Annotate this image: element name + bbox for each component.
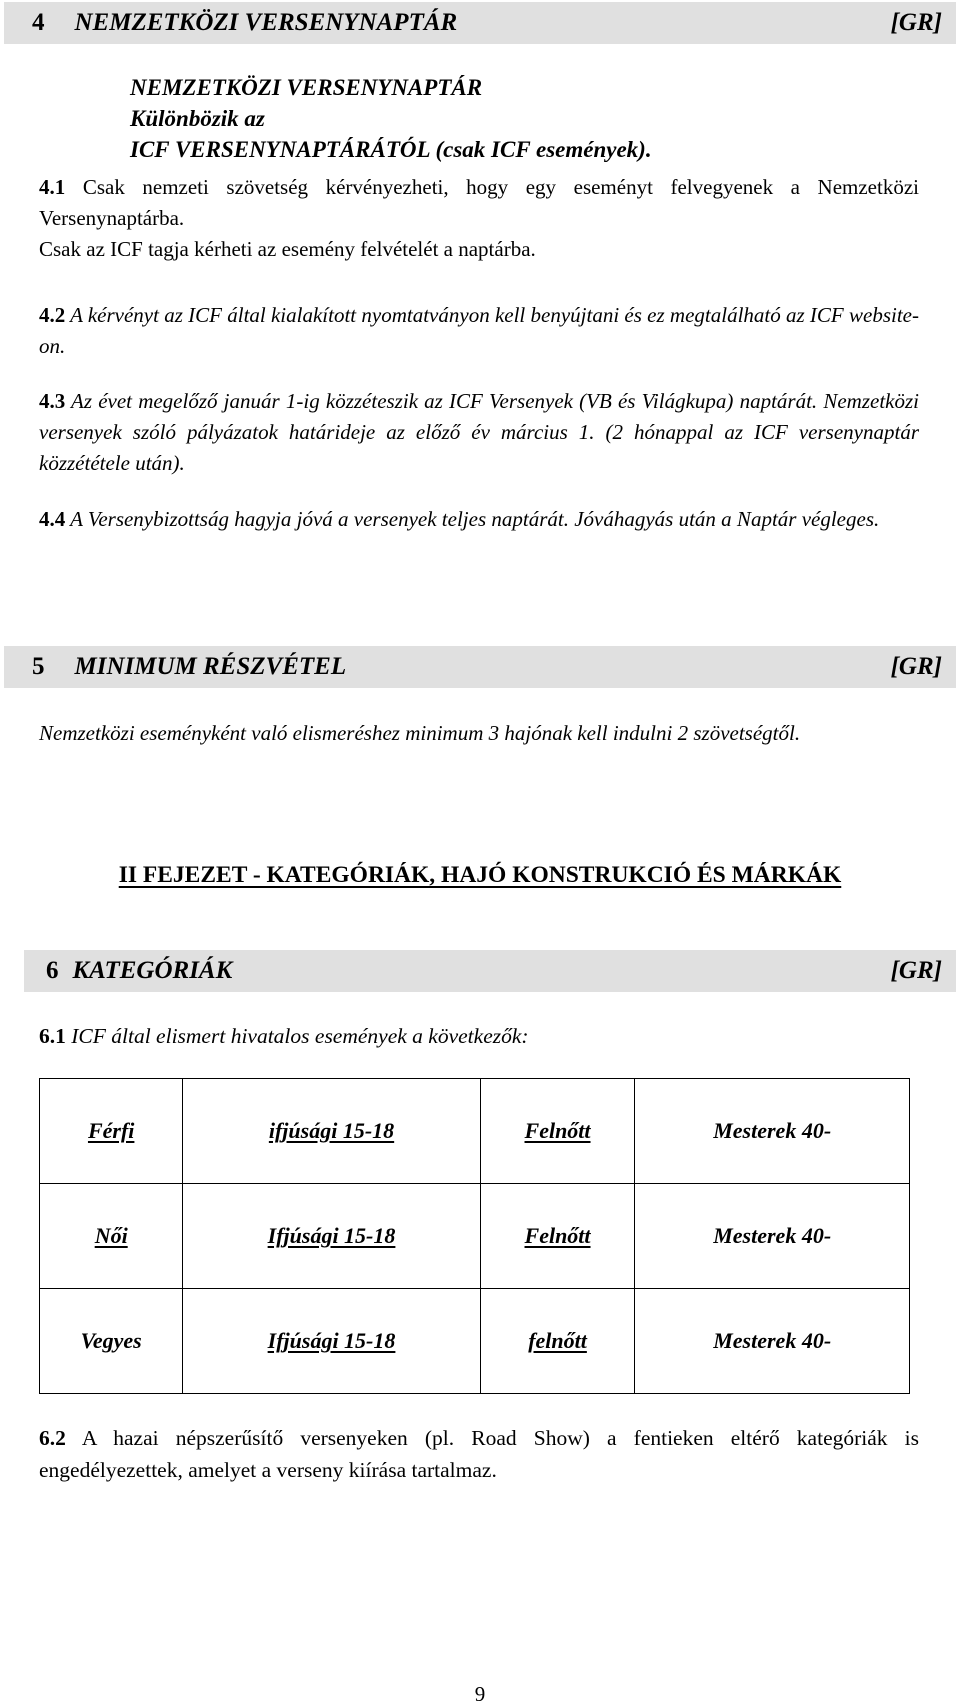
table-row — [40, 1184, 910, 1289]
section-number: 5 — [32, 653, 45, 680]
paragraph-text: Az évet megelőző január 1-ig közzéteszik az ICF Versenyek (VB és Világkupa) naptárát. Nemzetközi versenyek szóló pályázatok határideje az előző év március 1. (2 hónappal az ICF versenynaptár közzététele után). — [39, 389, 919, 475]
table-cell: Mesterek 40- — [635, 1079, 910, 1184]
paragraph-text: Csak nemzeti szövetség kérvényezheti, hogy egy eseményt felvegyenek a Nemzetközi Versenynaptárba. — [39, 175, 919, 230]
table-cell: Ifjúsági 15-18 — [183, 1289, 480, 1394]
paragraph-4-4 — [39, 504, 919, 535]
table-cell: Vegyes — [40, 1289, 183, 1394]
paragraph-number: 6.1 — [39, 1024, 66, 1048]
section-4-header — [4, 2, 956, 44]
paragraph-number: 4.2 — [39, 303, 66, 327]
paragraph-text: Csak az ICF tagja kérheti az esemény felvételét a naptárba. — [39, 237, 536, 261]
intro-line-1: NEMZETKÖZI VERSENYNAPTÁR — [130, 75, 483, 100]
paragraph-number: 6.2 — [39, 1426, 66, 1450]
intro-line-2: Különbözik az — [130, 106, 265, 131]
categories-table — [39, 1078, 910, 1394]
table-cell: Mesterek 40- — [635, 1289, 910, 1394]
section-5-header — [4, 646, 956, 688]
intro-block — [130, 72, 652, 165]
table-cell: Felnőtt — [480, 1079, 635, 1184]
paragraph-6-1 — [39, 1020, 919, 1052]
section-6-header — [24, 950, 956, 992]
section-tag: [GR] — [890, 957, 942, 984]
section-title: NEMZETKÖZI VERSENYNAPTÁR — [74, 9, 458, 36]
paragraph-text: ICF által elismert hivatalos események a következők: — [71, 1024, 529, 1048]
paragraph-5 — [39, 718, 919, 749]
table-row — [40, 1289, 910, 1394]
paragraph-4-1b — [39, 234, 919, 265]
table-cell: Női — [40, 1184, 183, 1289]
section-tag: [GR] — [890, 9, 942, 36]
paragraph-4-3 — [39, 386, 919, 479]
intro-line-3: ICF VERSENYNAPTÁRÁTÓL (csak ICF események). — [130, 137, 652, 162]
table-cell: Felnőtt — [480, 1184, 635, 1289]
paragraph-4-2 — [39, 300, 919, 362]
paragraph-number: 4.1 — [39, 175, 66, 199]
table-cell: Mesterek 40- — [635, 1184, 910, 1289]
table-cell: Férfi — [40, 1079, 183, 1184]
section-tag: [GR] — [890, 653, 942, 680]
paragraph-text: A hazai népszerűsítő versenyeken (pl. Road Show) a fentieken eltérő kategóriák is engedélyezettek, amelyet a verseny kiírása tartalmaz. — [39, 1426, 919, 1482]
table-cell: felnőtt — [480, 1289, 635, 1394]
section-number: 6 — [46, 957, 59, 984]
paragraph-text: Nemzetközi eseményként való elismeréshez minimum 3 hajónak kell indulni 2 szövetségtől. — [39, 721, 801, 745]
paragraph-text: A kérvényt az ICF által kialakított nyomtatványon kell benyújtani és ez megtalálható az ICF website-on. — [39, 303, 919, 358]
paragraph-number: 4.4 — [39, 507, 66, 531]
paragraph-number: 4.3 — [39, 389, 66, 413]
paragraph-4-1 — [39, 172, 919, 234]
page-number: 9 — [474, 1682, 486, 1706]
paragraph-text: A Versenybizottság hagyja jóvá a versenyek teljes naptárát. Jóváhagyás után a Naptár végleges. — [70, 507, 880, 531]
section-title: MINIMUM RÉSZVÉTEL — [74, 653, 347, 680]
paragraph-6-2 — [39, 1422, 919, 1486]
section-title: KATEGÓRIÁK — [72, 957, 233, 984]
table-row — [40, 1079, 910, 1184]
section-number: 4 — [32, 9, 45, 36]
table-cell: Ifjúsági 15-18 — [183, 1184, 480, 1289]
chapter-heading: II FEJEZET - KATEGÓRIÁK, HAJÓ KONSTRUKCIÓ ÉS MÁRKÁK — [118, 862, 842, 888]
table-cell: ifjúsági 15-18 — [183, 1079, 480, 1184]
